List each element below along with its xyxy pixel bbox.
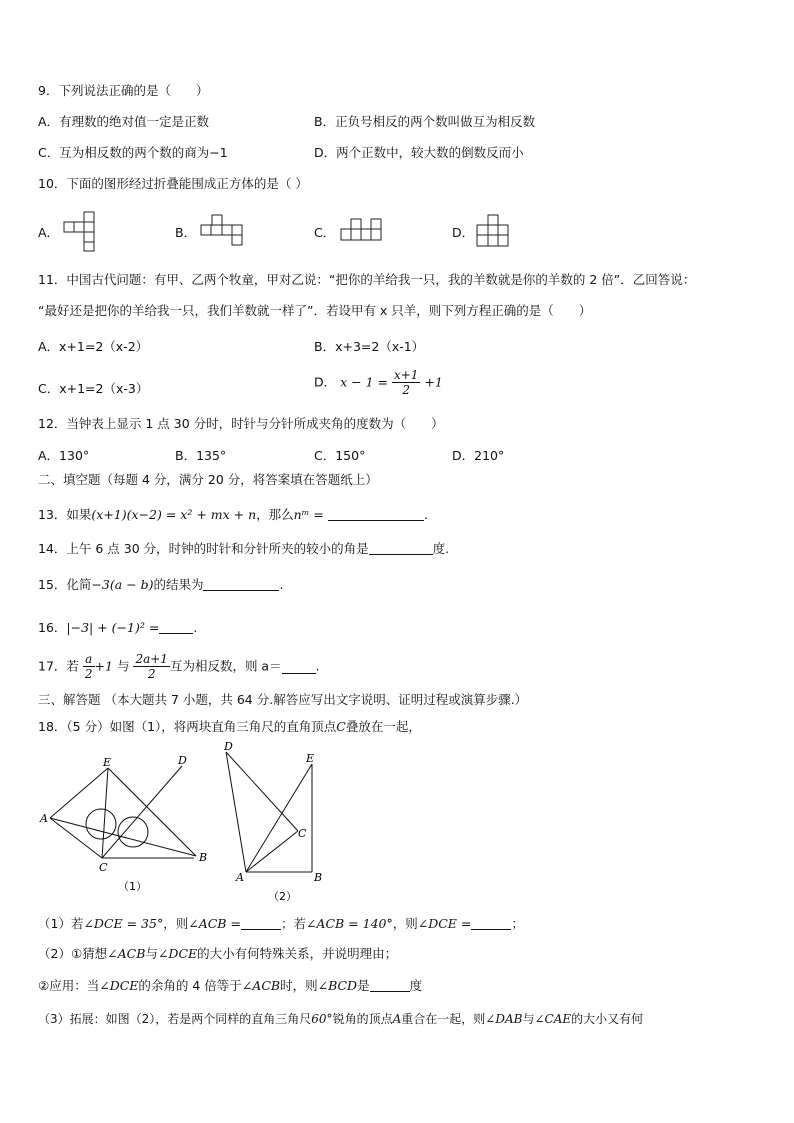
q12-option-c: C．150° [314,448,366,463]
q10-stem: 10．下面的图形经过折叠能围成正方体的是（ ） [38,176,308,191]
q18-p3-blank[interactable] [370,977,410,992]
q18-p3-prefix: ②应用：当 [38,978,100,993]
q17 [38,652,320,681]
q18-p3-text-1: 的余角的 4 倍等于 [138,978,242,993]
q15-mid: 的结果为 [153,577,204,592]
q17-end: . [315,658,320,674]
q18-p3-expr-3: ∠BCD [317,978,358,993]
q12-option-d: D．210° [452,448,505,463]
q18-p4-text-3: 与 [522,1012,535,1026]
q18-p1-expr-1: ∠DCE = 35° [83,916,164,931]
q15-prefix: 15．化简 [38,577,92,592]
q18-p2-text-1: 与 [145,946,158,961]
q18-p4-expr-1: 60° [311,1012,333,1026]
q18-p1-text-1: ，则 [163,916,189,931]
q18-p2-expr-1: ∠ACB [107,946,146,961]
q18-p1-text-3: ，则 [392,916,418,931]
q17-fraction-2-denominator: 2 [147,667,156,681]
q11-line-1: 11．中国古代问题：有甲、乙两个牧童，甲对乙说：“把你的羊给我一只，我的羊数就是你的羊数的 2 倍”．乙回答说： [38,272,696,287]
q15 [38,576,283,594]
q18-p1-expr-3: ∠ACB = 140° [305,916,393,931]
q18-p3-end: 度 [409,978,423,993]
q15-answer-blank[interactable] [203,576,279,591]
q11-option-a: A．x+1=2（x-2） [38,339,149,354]
fig2-label-b: B [314,871,323,884]
fig1-label-b: B [199,851,208,864]
q9-option-b: B．正负号相反的两个数叫做互为相反数 [314,114,536,129]
q13-answer-blank[interactable] [328,506,424,521]
q17-answer-blank[interactable] [282,659,316,674]
q16-prefix: 16． [38,620,67,635]
q12-option-a: A．130° [38,448,90,463]
q11-option-d-fraction [392,368,420,397]
q13-expression: (x+1)(x−2) = x² + mx + n [91,507,257,522]
q14-prefix: 14．上午 6 点 30 分，时钟的时针和分针所夹的较小的角是 [38,541,369,556]
q18-p3-text-3: 是 [357,978,370,993]
q18-p1-expr-2: ∠ACB = [188,916,241,931]
q18-part-1 [38,915,524,933]
q17-post: 互为相反数，则 a＝ [169,658,282,674]
section-2-heading: 二、填空题（每题 4 分，满分 20 分，将答案填在答题纸上） [38,472,378,487]
q18-p2-expr-2: ∠DCE [157,946,198,961]
q18-p1-prefix: （1）若 [38,916,84,931]
q9-option-d: D．两个正数中，较大数的倒数反而小 [314,145,524,160]
net-figure-a [63,212,97,252]
q10-option-c: C． [314,225,336,240]
q17-fraction-1-denominator: 2 [84,667,93,681]
q14 [38,540,449,558]
fig2-caption: （2） [268,890,297,903]
q18-stem-prefix: 18．（5 分）如图（1），将两块直角三角尺的直角顶点 [38,719,337,734]
q18-p4-expr-2: A [392,1012,402,1026]
q18-stem-var: C [336,719,346,734]
q18-part-2 [38,945,397,963]
q10-option-b: B． [175,225,197,240]
q10-option-d: D． [452,225,475,240]
q18-stem-post: 叠放在一起， [345,719,421,734]
fig1-label-e: E [103,756,112,769]
q17-plus-one: +1 [94,658,113,674]
q16-expression: |−3| + (−1)² = [66,620,160,635]
q18-figure-1 [36,748,216,898]
q18-p4-expr-3: ∠DAB [485,1012,523,1026]
q18-p3-text-2: 时，则 [280,978,318,993]
q13 [38,506,428,524]
q16 [38,619,197,637]
q18-stem [38,718,421,736]
fig2-label-a: A [236,871,244,884]
q18-p2-post: 的大小有何特殊关系，并说明理由； [197,946,398,961]
fig2-label-d: D [224,740,233,753]
q13-ask: nᵐ = [293,507,324,522]
q17-mid: 与 [116,658,130,674]
net-figure-b [200,214,246,248]
q11-option-d-left: x − 1 = [340,374,388,390]
q9-option-a: A．有理数的绝对值一定是正数 [38,114,210,129]
q9-stem: 9．下列说法正确的是（ ） [38,83,209,98]
net-figure-c [340,218,384,244]
q18-p4-post: 的大小又有何 [571,1012,644,1026]
q16-end: . [193,620,198,635]
fig2-label-e: E [306,752,315,765]
net-figure-d [476,214,512,250]
q18-p2-prefix: （2）①猜想 [38,946,108,961]
q18-p3-expr-1: ∠DCE [99,978,139,993]
fig2-label-c: C [298,827,307,840]
q11-option-d-numerator: x+1 [393,368,419,382]
q18-p4-text-1: 锐角的顶点 [332,1012,393,1026]
q18-p1-blank-1[interactable] [241,915,281,930]
q11-option-d-denominator: 2 [402,383,411,397]
q11-option-d [314,368,443,397]
q11-option-d-right: +1 [424,374,443,390]
q14-answer-blank[interactable] [369,540,433,555]
q13-mid: ，那么 [256,507,294,522]
q18-figure-2 [226,740,336,908]
q18-p1-text-2: ；若 [280,916,306,931]
q11-option-d-label: D． [314,374,337,390]
q18-p3-expr-2: ∠ACB [241,978,281,993]
q17-fraction-2 [133,652,169,681]
q18-p4-expr-4: ∠CAE [534,1012,572,1026]
fig1-label-d: D [178,754,187,767]
q11-line-2: “最好还是把你的羊给我一只，我们羊数就一样了”．若设甲有 x 只羊，则下列方程正确的是（ ） [38,303,592,318]
section-3-heading: 三、解答题 （本大题共 7 小题，共 64 分.解答应写出文字说明、证明过程或演算步骤.） [38,692,528,707]
q17-prefix: 17．若 [38,658,79,674]
q18-part-2-application [38,977,422,995]
q17-fraction-1-numerator: a [83,652,95,667]
q11-option-b: B．x+3=2（x-1） [314,339,425,354]
q13-prefix: 13．如果 [38,507,92,522]
q12-stem: 12．当钟表上显示 1 点 30 分时，时针与分针所成夹角的度数为（ ） [38,416,444,431]
q18-p4-prefix: （3）拓展：如图（2），若是两个同样的直角三角尺 [38,1012,312,1026]
q12-option-b: B．135° [175,448,227,463]
q10-option-a: A． [38,225,60,240]
fig1-caption: （1） [118,880,147,893]
q16-answer-blank[interactable] [159,619,193,634]
q17-fraction-1 [83,652,95,681]
q14-end: 度. [432,541,450,556]
q9-option-c: C．互为相反数的两个数的商为−1 [38,145,228,160]
q18-p1-expr-4: ∠DCE = [417,916,472,931]
q15-end: . [279,577,284,592]
q18-part-3 [38,1010,643,1028]
fig1-label-a: A [40,812,48,825]
q15-expression: −3(a − b) [91,577,154,592]
q13-end: . [423,507,428,522]
q18-p1-end: ； [511,916,524,931]
q18-p4-text-2: 重合在一起，则 [401,1012,486,1026]
q18-p1-blank-2[interactable] [471,915,511,930]
q17-fraction-2-numerator: 2a+1 [135,652,168,666]
fig1-label-c: C [99,861,108,874]
q11-option-c: C．x+1=2（x-3） [38,381,149,396]
